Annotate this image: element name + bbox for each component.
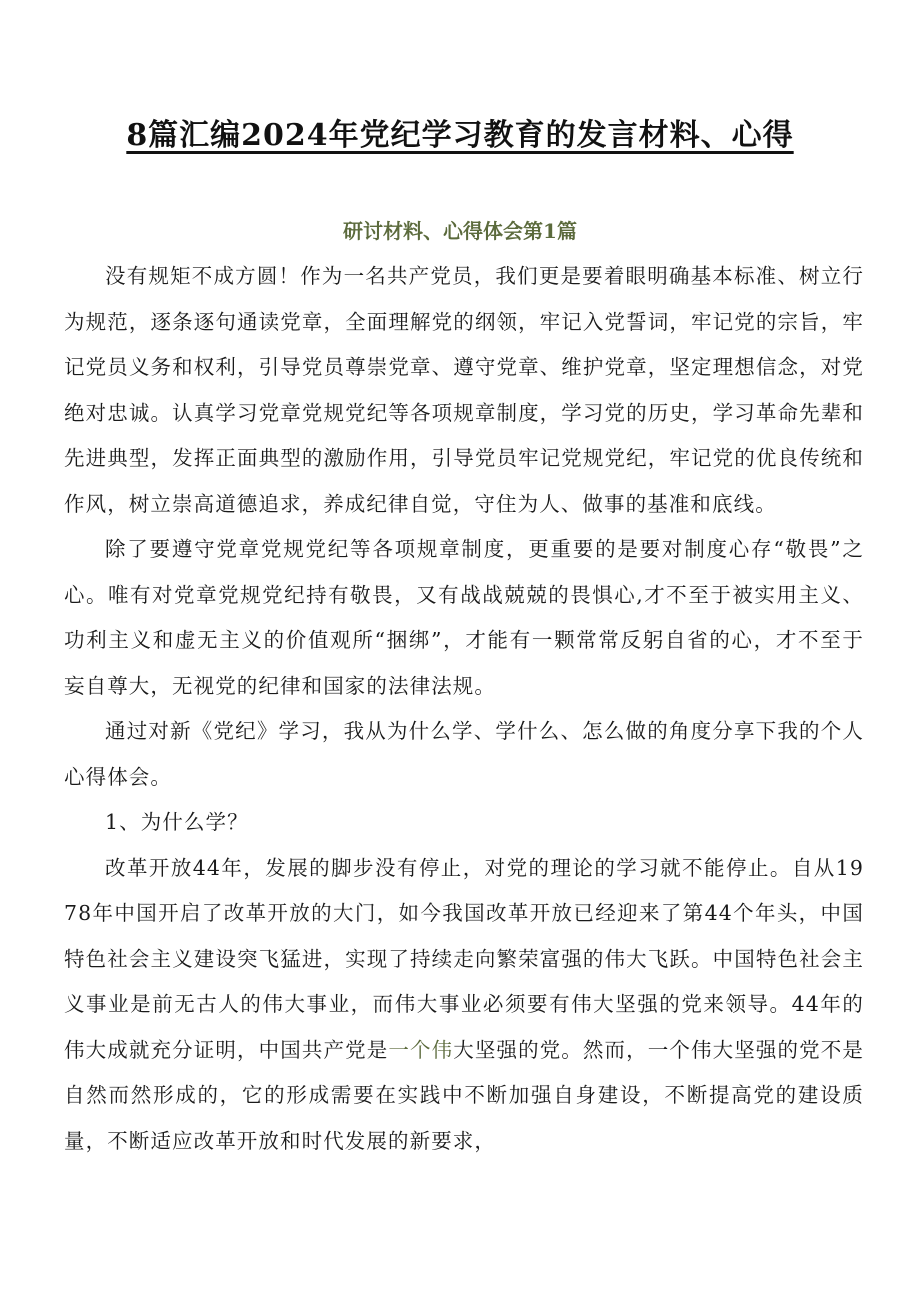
- section-title: 研讨材料、心得体会第1篇: [343, 219, 577, 243]
- paragraph-2: 除了要遵守党章党规党纪等各项规章制度，更重要的是要对制度心存“敬畏”之心。唯有对党章党规党纪持有敬畏，又有战战兢兢的畏惧心,才不至于被实用主义、功利主义和虚无主义的价值观所“捆绑”，才能有一颗常常反躬自省的心，才不至于妄自尊大，无视党的纪律和国家的法律法规。: [64, 537, 864, 698]
- paragraph-4-highlight: 一个伟: [388, 1037, 454, 1062]
- paragraph-3: 通过对新《党纪》学习，我从为什么学、学什么、怎么做的角度分享下我的个人心得体会。: [64, 719, 864, 789]
- paragraph-4-text-a: 改革开放44年，发展的脚步没有停止，对党的理论的学习就不能停止。自从1978年中国开启了改革开放的大门，如今我国改革开放已经迎来了第44个年头，中国特色社会主义建设突飞猛进，实现了持续走向繁荣富强的伟大飞跃。中国特色社会主义事业是前无古人的伟大事业，而伟大事业必须要有伟大坚强的党来领导。44年的伟大成就充分证明，中国共产党是: [64, 855, 864, 1062]
- subheading-why-study: 1、为什么学？: [105, 810, 249, 834]
- paragraph-1: 没有规矩不成方圆！作为一名共产党员，我们更是要着眼明确基本标准、树立行为规范，逐条逐句通读党章，全面理解党的纲领，牢记入党誓词，牢记党的宗旨，牢记党员义务和权利，引导党员尊崇党章、遵守党章、维护党章，坚定理想信念，对党绝对忠诚。认真学习党章党规党纪等各项规章制度，学习党的历史，学习革命先辈和先进典型，发挥正面典型的激励作用，引导党员牢记党规党纪，牢记党的优良传统和作风，树立崇高道德追求，养成纪律自觉，守住为人、做事的基准和底线。: [64, 264, 864, 516]
- paragraph-4-text-b: 大坚强的党。然而，一个伟大坚强的党不是自然而然形成的，它的形成需要在实践中不断加强自身建设，不断提高党的建设质量，不断适应改革开放和时代发展的新要求，: [64, 1037, 864, 1153]
- document-body: [64, 254, 864, 1164]
- paragraph-4: [64, 846, 864, 1165]
- document-title: 8篇汇编2024年党纪学习教育的发言材料、心得: [126, 118, 794, 153]
